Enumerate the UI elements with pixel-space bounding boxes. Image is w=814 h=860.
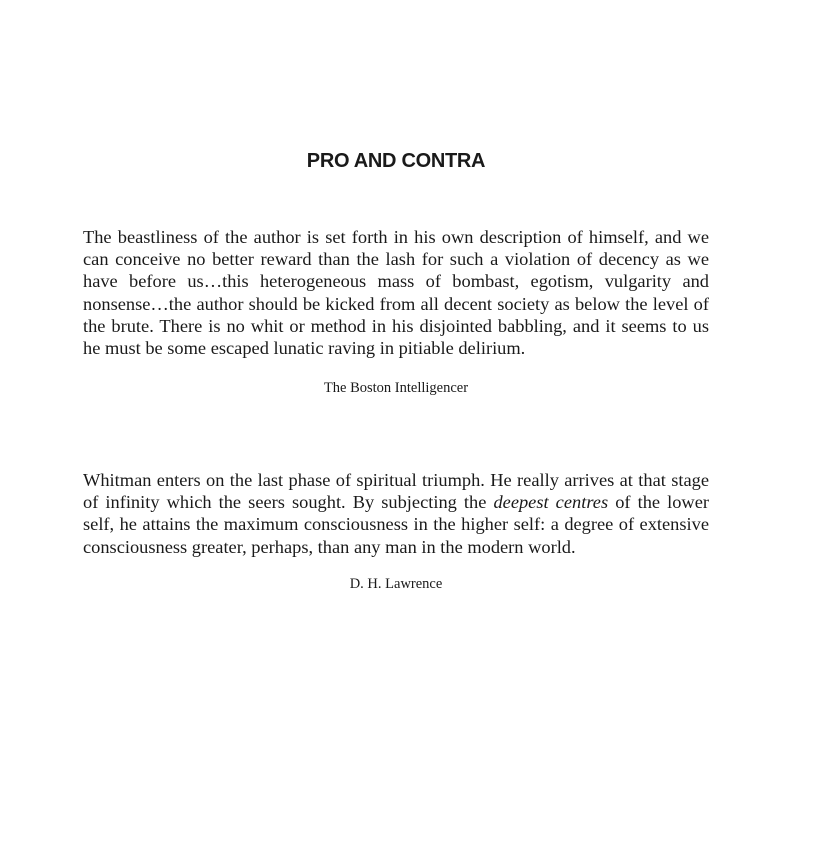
quote-attribution: The Boston Intelligencer [323, 380, 469, 396]
page-title: PRO AND CONTRA [306, 150, 486, 173]
quote-dh-lawrence [83, 469, 709, 558]
quote-attribution: D. H. Lawrence [349, 576, 443, 592]
quote-boston-intelligencer: The beastliness of the author is set forth in his own description of himself, and we can conceive no better reward than the lash for such a violation of decency as we have before us…this heterogeneous mass of bombast, egotism, vulgarity and nonsense…the author should be kicked from all decent society as below the level of the brute. There is no whit or method in his disjointed babbling, and it seems to us he must be some escaped lunatic raving in pitiable delirium. [83, 227, 709, 359]
quote-italic-phrase: deepest centres [493, 492, 609, 513]
quote-text-segment: of the lower self, he attains the maximum consciousness in the higher self: a degree of extensive consciousness greater, perhaps, than any man in the modern world. [83, 492, 710, 557]
quote-text-segment: Whitman enters on the last phase of spiritual triumph. He really arrives at that stage of infinity which the seers sought. By subjecting the [83, 470, 709, 513]
